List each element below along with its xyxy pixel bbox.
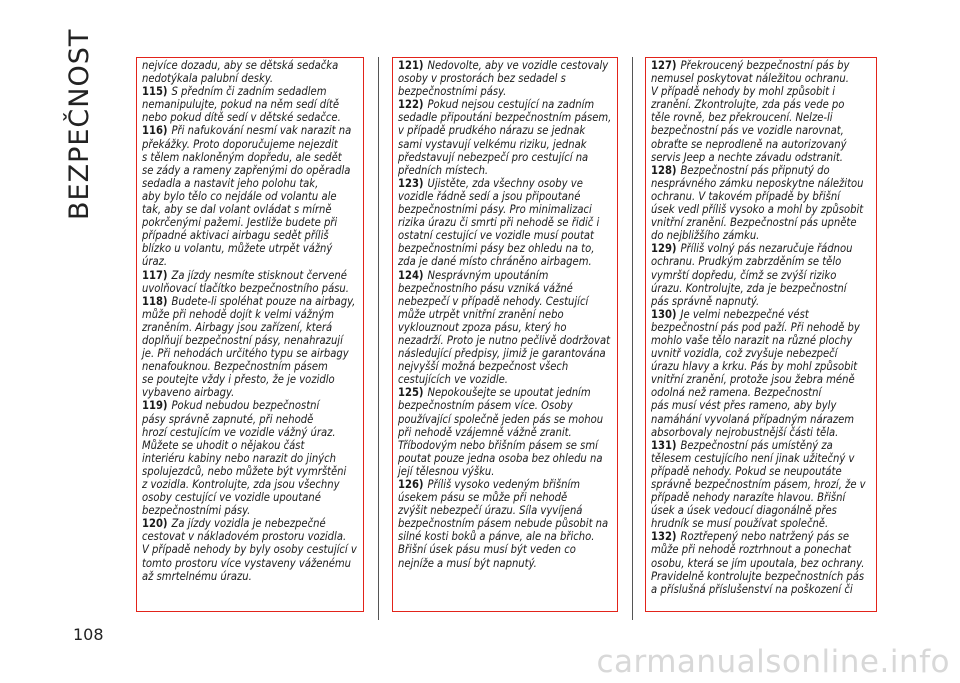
- paragraph-number: 130): [651, 307, 677, 321]
- paragraph-number: 126): [398, 478, 424, 491]
- warning-paragraph: [142, 269, 359, 295]
- paragraph-number: 119): [142, 399, 168, 413]
- warning-paragraph: [651, 308, 872, 439]
- page-number: 108: [73, 625, 104, 644]
- paragraph-text: Nedovolte, aby ve vozidle cestovaly osoby v prostorách bez sedadel s bezpečnostními pásy.: [398, 59, 609, 99]
- paragraph-text: Překroucený bezpečnostní pás by nemusel poskytovat náležitou ochranu. V případě nehody by mohl způsobit i zranění. Zkontrolujte, zda pás vede po těle rovně, bez překroucení. Nelze-li bezpečnostní pás ve vozidle narovnat, obraťte se neprodleně na autorizovaný servis Jeep a nechte závadu odstranit.: [651, 59, 850, 164]
- column-3: [645, 57, 877, 612]
- paragraph-text: Za jízdy vozidla je nebezpečné cestovat v nákladovém prostoru vozidla. V případě nehody by byly osoby cestující v tomto prostoru více vystaveny váženému až smrtelnému úrazu.: [142, 517, 357, 583]
- section-title-text: BEZPEČNOST: [64, 28, 95, 220]
- paragraph-number: 122): [398, 98, 424, 112]
- warning-paragraph: [651, 59, 872, 164]
- paragraph-text: Pokud nejsou cestující na zadním sedadle připoutáni bezpečnostním pásem, v případě prudkého nárazu se jednak sami vystavují velkému riziku, jednak představují nebezpečí pro cestující na předních místech.: [398, 98, 612, 177]
- paragraph-number: 124): [398, 268, 424, 282]
- paragraph-text: Nepokoušejte se upoutat jedním bezpečnostním pásem více. Osoby používající společně jeden pás se mohou při nehodě vzájemně vážně zranit. Tříbodovým nebo břišním pásem se smí poutat pouze jedna osoba bez ohledu na její tělesnou výšku.: [398, 386, 604, 478]
- paragraph-number: 131): [651, 438, 677, 452]
- paragraph-text: Při nafukování nesmí vak narazit na překážky. Proto doporučujeme nejezdit s tělem nakloněným dopředu, ale sedět se zády a rameny zapřenými do opěradla sedadla a nastavit jeho polohu tak, aby bylo tělo co nejdále od volantu ale tak, aby se dal volant ovládat s mírně pokrčenými pažemi. Jestliže budete při případné aktivaci airbagu sedět příliš blízko u volantu, můžete utrpět vážný úraz.: [142, 124, 352, 269]
- column-divider: [632, 57, 633, 620]
- warning-paragraph: [142, 85, 359, 124]
- paragraph-text: S předním či zadním sedadlem nemanipulujte, pokud na něm sedí dítě nebo pokud dítě sedí v dětské sedačce.: [142, 85, 341, 125]
- paragraph-text: Ujistěte, zda všechny osoby ve vozidle řádně sedí a jsou připoutané bezpečnostními pásy. Pro minimalizaci rizika úrazu či smrti při nehodě se řidič i ostatní cestující ve vozidle musí poutat bezpečnostními pásy bez ohledu na to, zda je dané místo chráněno airbagem.: [398, 176, 600, 269]
- warning-paragraph: [398, 269, 613, 387]
- paragraph-number: 127): [651, 59, 677, 72]
- warning-paragraph: [142, 295, 359, 400]
- paragraph-text: Je velmi nebezpečné vést bezpečnostní pás pod paží. Při nehodě by mohlo vaše tělo narazit na různé plochy uvnitř vozidla, což zvyšuje nebezpečí úrazu hlavy a krku. Pás by mohl způsobit vnitřní zranění, protože jsou žebra méně odolná než ramena. Bezpečnostní pás musí vést přes rameno, aby byly namáhání vyvolaná případným nárazem absorbovaly nejrobustnější části těla.: [651, 307, 860, 439]
- warning-paragraph: [398, 59, 613, 98]
- warning-paragraph: [651, 242, 872, 307]
- column-divider: [378, 57, 379, 620]
- paragraph-number: 121): [398, 59, 424, 72]
- paragraph-text: Příliš vysoko vedeným břišním úsekem pásu se může při nehodě zvýšit nebezpečí úrazu. Síla vyvíjená bezpečnostním pásem nebude působit na silné kosti boků a pánve, ale na břicho. Břišní úsek pásu musí být veden co nejníže a musí být napnutý.: [398, 478, 609, 570]
- section-title: [64, 28, 124, 220]
- paragraph-text: Pokud nebudou bezpečnostní pásy správně zapnuté, při nehodě hrozí cestujícím ve vozidle vážný úraz. Můžete se uhodit o nějakou část interiéru kabiny nebo narazit do jiných spolujezdců, nebo můžete být vymrštěni z vozidla. Kontrolujte, zda jsou všechny osoby cestující ve vozidle upoutané bezpečnostními pásy.: [142, 399, 347, 518]
- paragraph-number: 120): [142, 517, 168, 531]
- paragraph-text: Roztřepený nebo natržený pás se může při nehodě roztrhnout a ponechat osobu, která se jím upoutala, bez ochrany. Pravidelně kontrolujte bezpečnostních pás a příslušná příslušenství na poškození či: [651, 530, 865, 596]
- paragraph-number: 129): [651, 242, 677, 256]
- paragraph-number: 128): [651, 163, 677, 177]
- paragraph-number: 115): [142, 85, 168, 99]
- column-2: [392, 57, 618, 612]
- warning-paragraph: [651, 530, 872, 595]
- paragraph-number: 132): [651, 530, 677, 544]
- paragraph-number: 116): [142, 124, 168, 138]
- watermark: carmanualsonline.info: [596, 644, 950, 680]
- warning-paragraph: [398, 98, 613, 177]
- warning-paragraph: [142, 399, 359, 517]
- warning-paragraph: [142, 124, 359, 268]
- warning-paragraph: [142, 517, 359, 582]
- warning-paragraph: [142, 59, 359, 85]
- warning-paragraph: [398, 478, 613, 570]
- paragraph-number: 125): [398, 386, 424, 400]
- paragraph-number: 117): [142, 268, 168, 282]
- paragraph-number: 118): [142, 294, 168, 308]
- paragraph-text: Bezpečnostní pás připnutý do nesprávného zámku neposkytne náležitou ochranu. V takovém případě by břišní úsek vedl příliš vysoko a mohl by způsobit vnitřní zranění. Bezpečnostní pás upněte do nejbližšího zámku.: [651, 163, 864, 243]
- paragraph-text: Budete-li spoléhat pouze na airbagy, může při nehodě dojít k velmi vážným zraněním. Airbagy jsou zařízení, která doplňují bezpečnostní pásy, nenahrazují je. Při nehodách určitého typu se airbagy nenafouknou. Bezpečnostním pásem se poutejte vždy i přesto, že je vozidlo vybaveno airbagy.: [142, 294, 356, 400]
- paragraph-text: nejvíce dozadu, aby se dětská sedačka nedotýkala palubní desky.: [142, 59, 339, 86]
- column-1: [136, 57, 364, 612]
- paragraph-text: Bezpečnostní pás umístěný za tělesem cestujícího není jinak užitečný v případě nehody. Pokud se neupoutáte správně bezpečnostním pásem, hrozí, že v případě nehody narazíte hlavou. Břišní úsek a úsek vedoucí diagonálně přes hrudník se musí používat společně.: [651, 438, 866, 531]
- warning-paragraph: [398, 386, 613, 478]
- paragraph-text: Příliš volný pás nezaručuje řádnou ochranu. Prudkým zabrzděním se tělo vymrští dopředu, čímž se zvýší riziko úrazu. Kontrolujte, zda je bezpečnostní pás správně napnutý.: [651, 242, 853, 308]
- warning-paragraph: [651, 439, 872, 531]
- warning-paragraph: [398, 177, 613, 269]
- paragraph-text: Nesprávným upoutáním bezpečnostního pásu vzniká vážné nebezpečí v případě nehody. Cestující může utrpět vnitřní zranění nebo vyklouznout zpoza pásu, který ho nezadrží. Proto je nutno pečlivě dodržovat následující předpisy, jimiž je garantována nejvyšší možná bezpečnost všech cestujících ve vozidle.: [398, 268, 611, 387]
- paragraph-number: 123): [398, 176, 424, 190]
- warning-paragraph: [651, 164, 872, 243]
- paragraph-text: Za jízdy nesmíte stisknout červené uvolňovací tlačítko bezpečnostního pásu.: [142, 268, 349, 295]
